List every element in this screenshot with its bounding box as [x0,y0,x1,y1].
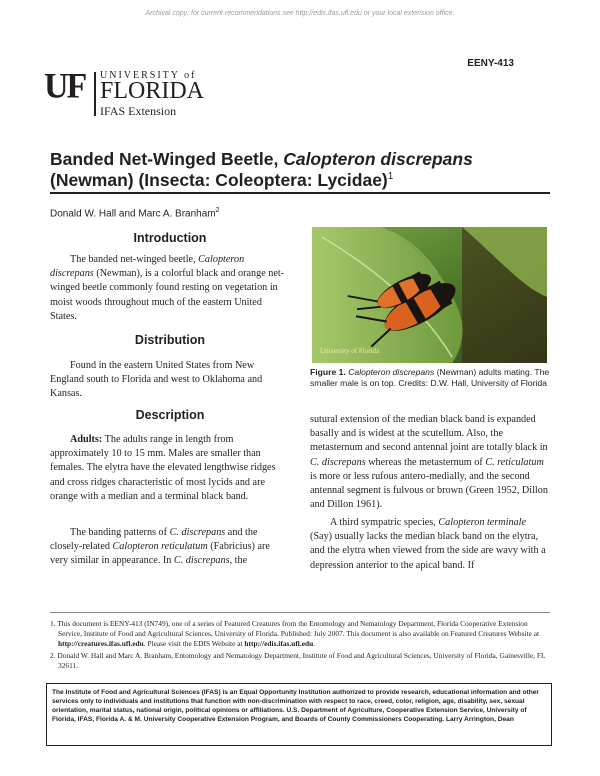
title-rule [50,192,550,194]
uf-ifas-logo[interactable] [44,67,219,118]
heading-introduction: Introduction [133,231,207,245]
description-banding-paragraph: The banding patterns of C. discrepans and the closely-related Calopteron reticulatum (Fabricius) are very similar in appearance. In C. discrepans, the [50,527,270,567]
document-id: EENY-413 [467,58,514,69]
figure-beetles-photo [312,227,547,363]
footnote-2: 2. Donald W. Hall and Marc A. Branham, Entomology and Nematology Department, Institute of Food and Agricultural Sciences, University of Florida, Gainesville, FL 32611. [50,651,546,670]
logo-ifas-extension: IFAS Extension [100,104,177,118]
title-footnote-mark: 1 [387,171,394,183]
heading-description: Description [135,408,205,422]
photo-watermark: University of Florida [320,347,380,355]
creatures-link[interactable]: http://creatures.ifas.ufl.edu [58,639,144,648]
logo-uf-mark: UF [44,67,86,106]
heading-distribution: Distribution [134,333,206,347]
description-adults-paragraph: Adults: The adults range in length from approximately 10 to 15 mm. Males are smaller than females. The elytra have the elevated lengthwise ridges and cross ridges characteristic of most lycids and are orange with a median and a terminal black band. [50,434,276,502]
footnotes [50,619,550,673]
archival-notice: Archival copy: for current recommendations see http://edis.ifas.ufl.edu or your local extension office. [145,10,455,17]
right-column-paragraph-1: sutural extension of the median black band is expanded basally and is widest at the scutellum. Also, the metasternum and second antennal joint are totally black in C. discrepans whereas the metasternum of C. reticulatum is more or less rufous antero-medially, and the second antennal segment is fulvous or brown (Green 1952, Dillon and Dillon 1961). [310,414,548,511]
logo-university-of: UNIVERSITY of [100,70,197,81]
footnote-rule [50,612,550,613]
right-column-paragraph-2: A third sympatric species, Calopteron terminale (Say) usually lacks the median black band on the elytra, and the elytra when viewed from the side are wavy with a depression anterior to the apical band. If [310,517,546,571]
footnote-1: 1. This document is EENY-413 (IN749), one of a series of Featured Creatures from the Entomology and Nematology Department, Florida Cooperative Extension Service, Institute of Food and Agricultural Sciences, University of Florida. Published: July 2007. This document is also available on Featured Creatures Website at http://creatures.ifas.ufl.edu. Please visit the EDIS Website at http://edis.ifas.ufl.edu. [50,619,540,648]
figure-caption: Figure 1. Calopteron discrepans (Newman) adults mating. The smaller male is on top. Credits: D.W. Hall, University of Florida [310,367,550,388]
distribution-paragraph: Found in the eastern United States from New England south to Florida and west to Oklahoma and Kansas. [50,360,263,400]
authors: Donald W. Hall and Marc A. Branham$^2$ [50,207,220,220]
edis-link[interactable]: http://edis.ifas.ufl.edu [244,639,314,648]
logo-florida: FLORIDA [100,78,205,104]
beetle-photo-image [312,227,547,363]
logo-divider [94,72,96,116]
document-title: Banded Net-Winged Beetle, Calopteron discrepans (Newman) (Insecta: Coleoptera: Lycidae)$^1$ [50,149,473,190]
introduction-paragraph: The banded net-winged beetle, Calopteron discrepans (Newman), is a colorful black and orange net-winged beetle commonly found resting on vegetation in moist woods throughout much of the eastern United States. [50,254,285,322]
equal-opportunity-statement: The Institute of Food and Agricultural Sciences (IFAS) is an Equal Opportunity Institution authorized to provide research, educational information and other services only to individuals and institutions that function with non-discrimination with respect to race, creed, color, religion, age, disability, sex, sexual orientation, marital status, national origin, political opinions or affiliations. U.S. Department of Agriculture, Cooperative Extension Service, University of Florida, IFAS, Florida A. & M. University Cooperative Extension Program, and Boards of County Commissioners Cooperating. Larry Arrington, Dean [46,683,552,746]
